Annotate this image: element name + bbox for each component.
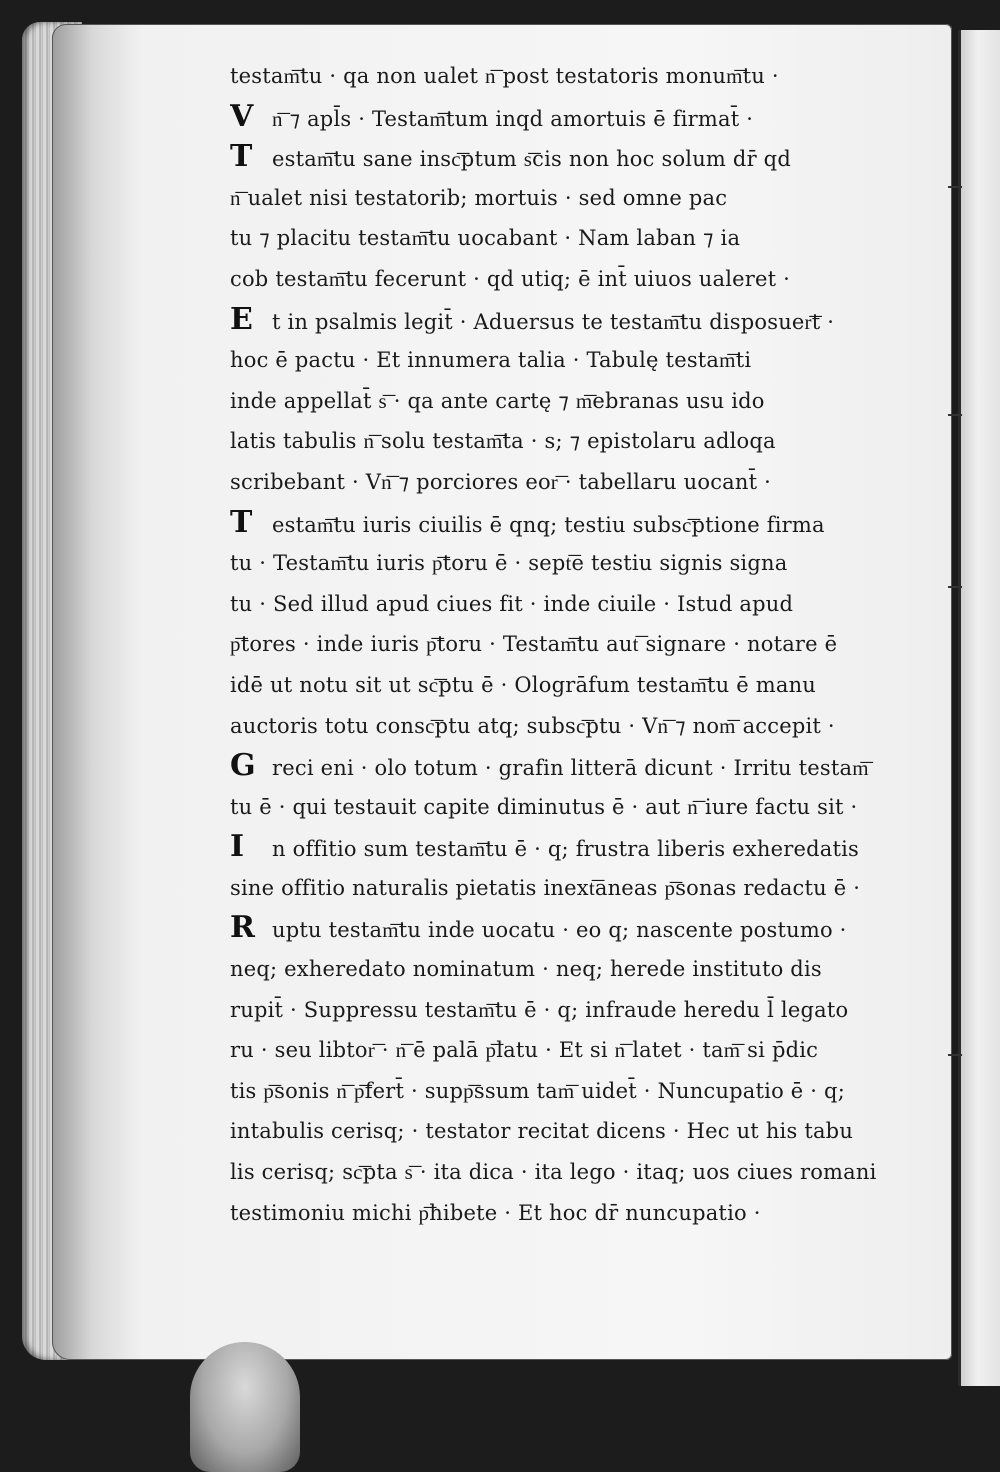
manuscript-line (230, 218, 920, 259)
line-text: n offitio sum testam͞tu ē · q; frustra liberis exheredatis (272, 837, 859, 862)
line-text: tu · Testam͞tu iuris p͞toru ē · sept͞e testiu signis signa (230, 551, 788, 576)
initial-letter: G (230, 748, 256, 784)
line-text: tis p͞sonis n͞ p͞fert̄ · supp͞ssum tam͞ uidet̄ · Nuncupatio ē · q; (230, 1078, 845, 1103)
manuscript-line (230, 1152, 920, 1193)
initial-letter: V (230, 98, 254, 134)
line-text: testimoniu michi p͞hibete · Et hoc dr̄ nuncupatio · (230, 1200, 761, 1225)
manuscript-line (230, 462, 920, 503)
line-text: t in psalmis legit̄ · Aduersus te testam͞tu disposuer͞t · (272, 309, 835, 334)
line-text: estam͞tu iuris ciuilis ē qnq; testiu subsc͞ptione firma (272, 512, 825, 537)
manuscript-line (230, 259, 920, 300)
manuscript-line (230, 1111, 920, 1152)
initial-letter: T (230, 139, 253, 175)
line-text: sine offitio naturalis pietatis inext͞aneas p͞sonas redactu ē · (230, 875, 861, 900)
manuscript-line (230, 178, 920, 219)
manuscript-line (230, 381, 920, 422)
line-text: p͞tores · inde iuris p͞toru · Testam͞tu aut͞ signare · notare ē (230, 632, 838, 657)
line-text: tu ē · qui testauit capite diminutus ē · aut n͞ iure factu sit · (230, 794, 858, 819)
manuscript-line (230, 97, 920, 138)
line-text: scribebant · Vn͞ ⁊ porciores eor͞ · tabellaru uocant̄ · (230, 469, 772, 494)
line-text: idē ut notu sit ut sc͞ptu ē · Ologrāfum testam͞tu ē manu (230, 672, 817, 697)
line-text: hoc ē pactu · Et innumera talia · Tabulę testam͞ti (230, 348, 752, 373)
ruling-mark (948, 414, 962, 416)
ruling-mark (948, 186, 962, 188)
manuscript-line (230, 1071, 920, 1112)
manuscript-line (230, 624, 920, 665)
manuscript-line (230, 137, 920, 178)
manuscript-line (230, 543, 920, 584)
line-text: tu ⁊ placitu testam͞tu uocabant · Nam laban ⁊ ia (230, 226, 741, 251)
manuscript-line (230, 746, 920, 787)
line-text: n͞ ⁊ apl̄s · Testam͞tum inqd amortuis ē firmat̄ · (272, 106, 754, 131)
line-text: n͞ ualet nisi testatorib; mortuis · sed omne pac (230, 185, 728, 210)
manuscript-line (230, 990, 920, 1031)
ruling-mark (948, 1054, 962, 1056)
manuscript-line (230, 827, 920, 868)
line-text: rupit̄ · Suppressu testam͞tu ē · q; infraude heredu l̄ legato (230, 997, 849, 1022)
initial-letter: E (230, 301, 254, 337)
manuscript-line (230, 665, 920, 706)
initial-letter: R (230, 910, 256, 946)
line-text: tu · Sed illud apud ciues fit · inde ciuile · Istud apud (230, 591, 794, 616)
line-text: lis cerisq; sc͞pta s͞ · ita dica · ita lego · itaq; uos ciues romani (230, 1160, 877, 1185)
manuscript-line (230, 503, 920, 544)
manuscript-line (230, 56, 920, 97)
manuscript-line (230, 1193, 920, 1234)
line-text: neq; exheredato nominatum · neq; herede instituto dis (230, 957, 822, 982)
manuscript-line (230, 706, 920, 747)
line-text: cob testam͞tu fecerunt · qd utiq; ē int̄ uiuos ualeret · (230, 266, 791, 291)
manuscript-line (230, 908, 920, 949)
facing-page-edge (958, 30, 1000, 1386)
manuscript-line (230, 949, 920, 990)
manuscript-line (230, 584, 920, 625)
manuscript-line (230, 1030, 920, 1071)
manuscript-text-block (230, 56, 920, 1233)
manuscript-line (230, 340, 920, 381)
line-text: ru · seu libtor͞ · n͞ ē palā p͞latu · Et si n͞ latet · tam͞ si p̄dic (230, 1038, 819, 1063)
manuscript-line (230, 787, 920, 828)
line-text: reci eni · olo totum · grafin litterā dicunt · Irritu testam͞ (272, 756, 869, 781)
initial-letter: I (230, 829, 245, 865)
line-text: auctoris totu consc͞ptu atq; subsc͞ptu · Vn͞ ⁊ nom͞ accepit · (230, 713, 835, 738)
line-text: testam͞tu · qa non ualet n͞ post testatoris monum͞tu · (230, 64, 779, 88)
line-text: intabulis cerisq; · testator recitat dicens · Hec ut his tabu (230, 1119, 854, 1144)
reader-thumb (190, 1342, 300, 1472)
manuscript-line (230, 421, 920, 462)
line-text: inde appellat̄ s͞ · qa ante cartę ⁊ m͞ebranas usu ido (230, 388, 765, 413)
line-text: latis tabulis n͞ solu testam͞ta · s; ⁊ epistolaru adloqa (230, 429, 776, 454)
manuscript-line (230, 868, 920, 909)
ruling-mark (948, 586, 962, 588)
manuscript-line (230, 300, 920, 341)
line-text: uptu testam͞tu inde uocatu · eo q; nascente postumo · (272, 918, 847, 943)
line-text: estam͞tu sane insc͞ptum s͞cis non hoc solum dr̄ qd (272, 147, 791, 172)
initial-letter: T (230, 504, 253, 540)
